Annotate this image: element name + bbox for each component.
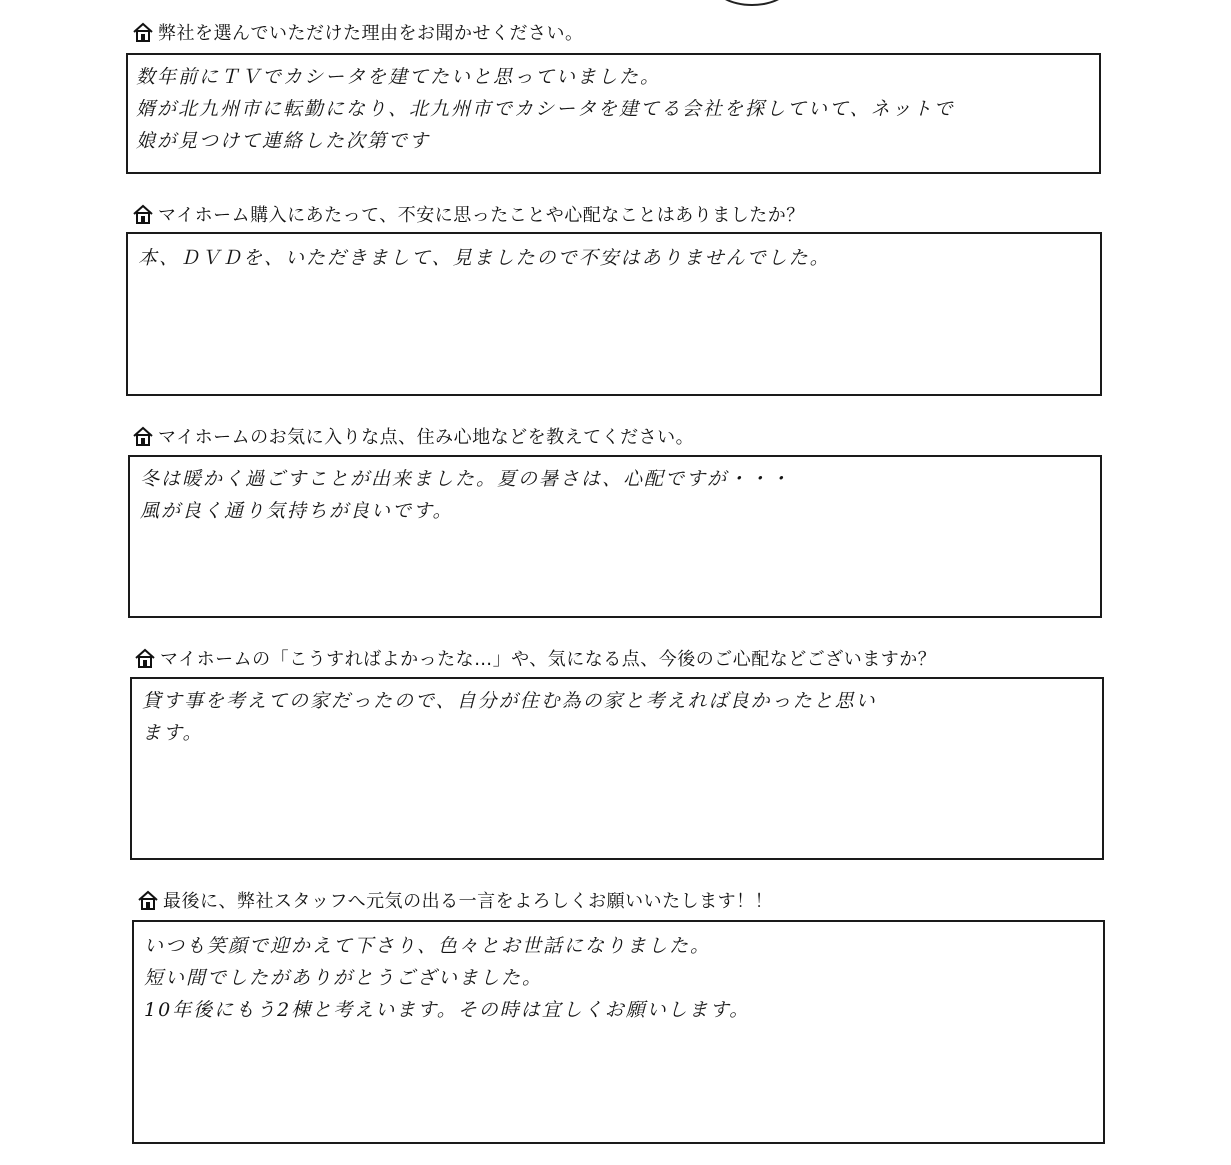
answer-line: 数年前にＴＶでカシータを建てたいと思っていました。 bbox=[136, 66, 662, 88]
answer-line: 10年後にもう2棟と考えいます。その時は宜しくお願いします。 bbox=[144, 999, 751, 1021]
question-concerns bbox=[132, 202, 805, 226]
question-message bbox=[137, 888, 773, 912]
answer-line: 冬は暖かく過ごすことが出来ました。夏の暑さは、心配ですが・・・ bbox=[140, 468, 792, 490]
answer-box-concerns bbox=[126, 232, 1102, 396]
answer-line: 風が良く通り気持ちが良いです。 bbox=[140, 500, 454, 522]
answer-line: 娘が見つけて連絡した次第です bbox=[136, 130, 431, 152]
answer-line: いつも笑顔で迎かえて下さり、色々とお世話になりました。 bbox=[144, 935, 712, 957]
question-text: マイホームの「こうすればよかったな…」や、気になる点、今後のご心配などございますか？ bbox=[160, 649, 937, 670]
house-icon bbox=[134, 647, 156, 669]
question-reason bbox=[132, 20, 584, 44]
answer-line: 短い間でしたがありがとうございました。 bbox=[144, 967, 544, 989]
question-favorites bbox=[132, 424, 694, 448]
question-text: 弊社を選んでいただけた理由をお聞かせください。 bbox=[158, 23, 584, 44]
house-icon bbox=[132, 21, 154, 43]
top-decorative-arc bbox=[712, 0, 792, 6]
question-text: マイホームのお気に入りな点、住み心地などを教えてください。 bbox=[158, 427, 695, 448]
answer-box-message bbox=[132, 920, 1105, 1144]
question-text: 最後に、弊社スタッフへ元気の出る一言をよろしくお願いいたします！！ bbox=[163, 891, 774, 912]
answer-line: 貸す事を考えての家だったので、自分が住む為の家と考えれば良かったと思い bbox=[142, 690, 877, 712]
answer-box-favorites bbox=[128, 455, 1102, 618]
house-icon bbox=[132, 203, 154, 225]
answer-box-improvements bbox=[130, 677, 1104, 860]
question-text: マイホーム購入にあたって、不安に思ったことや心配なことはありましたか？ bbox=[158, 205, 805, 226]
house-icon bbox=[137, 889, 159, 911]
answer-line: 本、ＤＶＤを、いただきまして、見ましたので不安はありませんでした。 bbox=[138, 247, 831, 269]
house-icon bbox=[132, 425, 154, 447]
answer-line: ます。 bbox=[142, 722, 204, 744]
question-improvements bbox=[134, 646, 936, 670]
answer-line: 婿が北九州市に転勤になり、北九州市でカシータを建てる会社を探していて、ネットで bbox=[136, 98, 955, 120]
answer-box-reason bbox=[126, 53, 1101, 174]
